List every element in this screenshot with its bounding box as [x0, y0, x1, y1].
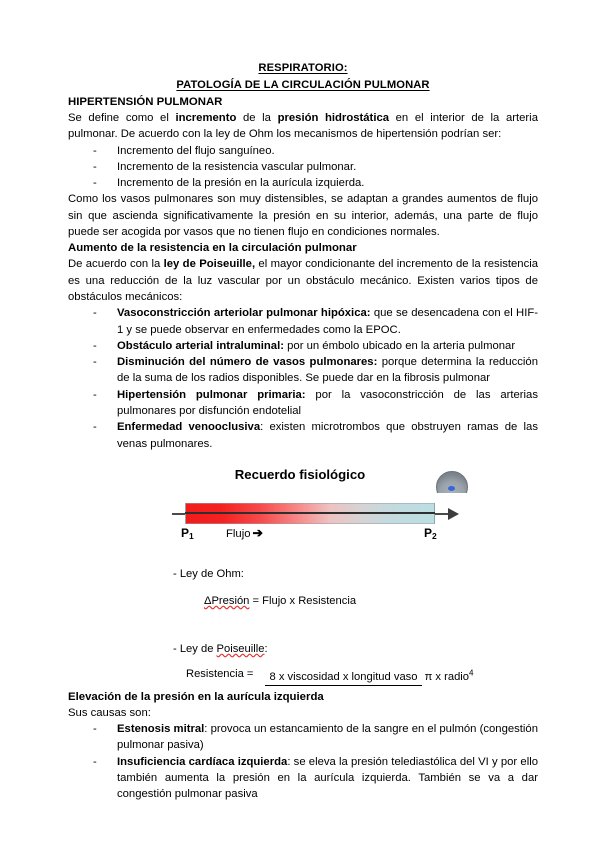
list-item-desc: : se eleva la presión telediastólica del VI y por ello también aumenta la presión en la aurícula izquierda. También se va a dar congestión pulmonar pasiva: [117, 755, 538, 801]
dome-graphic-fragment: [432, 471, 472, 493]
label-p1: $P_1$: [181, 525, 194, 541]
text-intro-a: Se define como el: [68, 112, 176, 124]
section-auricula-izquierda: [68, 689, 538, 803]
list-item-term: Estenosis mitral: [117, 722, 205, 735]
flow-direction-arrow-icon: ➔: [252, 525, 263, 540]
paragraph-distensibilidad: Como los vasos pulmonares son muy distensibles, se adaptan a grandes aumentos de flujo sin que ascienda significativamente la presión en su interior, además, una parte de flujo puede ser acogida por vasos que no tienen flujo en condiciones normales.: [68, 193, 538, 239]
list-item: - Incremento de la presión en la aurícula izquierda.: [68, 175, 538, 191]
paragraph-poiseuille-intro: [68, 256, 538, 305]
equation-ley-de-ohm: [68, 593, 538, 609]
figure-recuerdo-fisiologico: [68, 466, 538, 685]
list-item-term: Insuficiencia cardíaca izquierda: [117, 755, 288, 768]
title-line-1: RESPIRATORIO:: [258, 62, 348, 74]
dome-blue-dot-icon: [448, 486, 455, 491]
equation-lead: Resistencia =: [186, 667, 254, 680]
list-mecanismos-hipertension: [68, 143, 538, 192]
list-causas-auricula: [68, 721, 538, 802]
term-presion-hidrostatica: presión hidrostática: [277, 112, 390, 124]
list-item: [68, 354, 538, 387]
figure-title: Recuerdo fisiológico: [234, 466, 366, 482]
list-item-term: Vasoconstricción arteriolar pulmonar hipóxica:: [117, 307, 371, 320]
fraction-numerator: 8 x viscosidad x longitud vaso: [265, 671, 421, 686]
list-item: - Incremento del flujo sanguíneo.: [68, 143, 538, 159]
list-item-desc: que se desencadena con el HIF-1 y se puede observar en enfermedades como la EPOC.: [117, 307, 539, 336]
text-resistencia-a: De acuerdo con la: [68, 258, 164, 271]
list-item: - Incremento de la resistencia vascular pulmonar.: [68, 159, 538, 175]
term-ley-de-poiseuille: ley de Poiseuille,: [163, 258, 256, 271]
list-item: [68, 387, 538, 420]
paragraph-sus-causas: Sus causas son:: [68, 706, 151, 719]
label-flujo: Flujo ➔: [226, 525, 263, 540]
label-prefix: - Ley de: [173, 642, 217, 655]
heading-aumento-resistencia: Aumento de la resistencia en la circulación pulmonar: [68, 242, 357, 255]
list-item-desc: : provoca un estancamiento de la sangre en el pulmón (congestión pulmonar pasiva): [117, 722, 538, 752]
list-item-term: Disminución del número de vasos pulmonares:: [117, 356, 378, 369]
list-item: [68, 419, 538, 452]
text-intro-c: de la: [236, 112, 278, 124]
list-item-term: Obstáculo arterial intraluminal:: [117, 339, 284, 352]
flow-diagram: [68, 497, 538, 549]
fraction-denominator: π x radio$^4$: [424, 667, 474, 683]
term-poiseuille: Poiseuille: [216, 642, 265, 655]
label-ley-de-poiseuille: [68, 641, 538, 657]
list-item-desc: por un émbolo ubicado en la arteria pulmonar: [283, 339, 516, 352]
document-title: [68, 60, 538, 94]
label-p2: $P_2$: [424, 525, 437, 541]
list-item: [68, 754, 538, 803]
list-item: [68, 721, 538, 754]
list-item-desc: : existen microtrombos que obstruyen ramas de las venas pulmonares.: [117, 421, 538, 450]
title-line-2: PATOLOGÍA DE LA CIRCULACIÓN PULMONAR: [176, 79, 430, 91]
term-delta-presion: ΔPresión: [204, 594, 250, 607]
equation-ohm-rest: = Flujo x Resistencia: [249, 594, 357, 607]
list-item: [68, 305, 538, 338]
flow-arrowhead-icon: [448, 508, 459, 520]
list-item-desc: por la vasoconstricción de las arterias pulmonares por disfunción endotelial: [117, 388, 538, 418]
list-item-desc: porque determina la reducción de la suma de los radios disponibles. Se puede dar en la fibrosis pulmonar: [117, 356, 538, 385]
label-suffix: :: [264, 642, 268, 655]
list-item: [68, 338, 538, 354]
text-intro-d: en el interior de la arteria pulmonar. De acuerdo con la ley de Ohm los mecanismos de hipertensión podrían ser:: [68, 112, 538, 141]
paragraph-definicion: [68, 110, 538, 143]
heading-elevacion-presion-auricula: Elevación de la presión en la aurícula izquierda: [68, 690, 324, 703]
fraction: [265, 665, 473, 685]
equation-ley-de-poiseuille: [68, 665, 538, 685]
list-item-term: Hipertensión pulmonar primaria:: [117, 388, 306, 401]
label-ley-de-ohm: - Ley de Ohm:: [173, 567, 244, 580]
term-incremento: incremento: [175, 112, 237, 124]
list-obstaculos-mecanicos: [68, 305, 538, 452]
list-item-term: Enfermedad venooclusiva: [117, 421, 261, 434]
text-resistencia-c: el mayor condicionante del incremento de la resistencia es una reducción de la luz vascular por un obstáculo mecánico. Existen varios tipos de obstáculos mecánicos:: [68, 258, 539, 303]
vessel-centerline: [185, 512, 435, 514]
heading-hipertension-pulmonar: HIPERTENSIÓN PULMONAR: [68, 96, 223, 108]
